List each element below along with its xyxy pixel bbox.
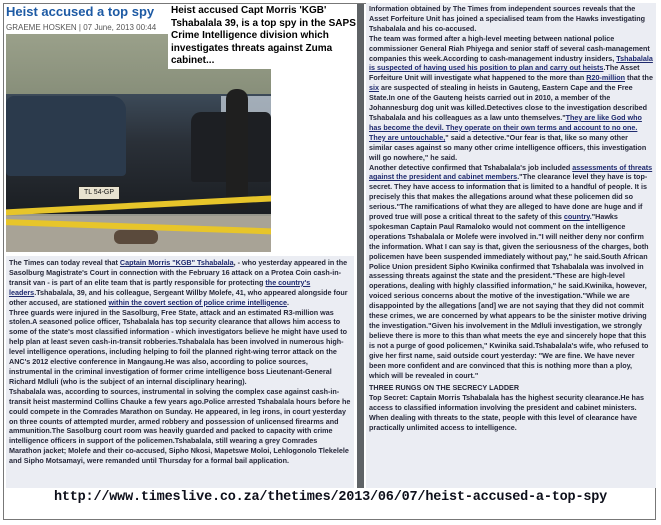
paragraph [369,34,653,163]
underlined-text: six [369,83,379,93]
article-headline: Heist accused a top spy [6,4,155,19]
text-run: " said a detective."Our fear is that, like so many other similar cases against so many other crime intelligence officers, this investigation will go nowhere," he said. [369,132,647,162]
column-divider [357,4,364,488]
paragraph: Top Secret: Captain Morris Tshabalala has the highest security clearance.He has access to classified information involving the president and cabinet ministers. When dealing with threats to the state, people with this level of clearance have practically unlimited access to intelligence. [369,393,644,433]
underlined-text: the country's leaders [9,277,311,297]
underlined-text: within the covert section of police crime intelligence [108,297,287,307]
photo-caption: Heist accused Capt Morris 'KGB' Tshabalala 39, is a top spy in the SAPS Crime Intelligence division which investigates threats against Zuma cabinet... [168,4,362,69]
text-run: Another detective confirmed that Tshabalala's job included [369,162,573,172]
van-shape [6,96,126,176]
text-run: that the [625,73,653,83]
underlined-text: They are like God who has become the devil. They operate on their own terms and account to no one. They are untouchable, [369,112,642,142]
text-run: , - who yesterday appeared in the Sasolburg Magistrate's Court in connection with the February 16 attack on a Protea Coin cash-in-transit van - is part of an elite team that is partly responsible for protecting [9,258,348,287]
byline: GRAEME HOSKEN | 07 June, 2013 00:44 [6,23,157,32]
text-run: ."Hawks spokesman Captain Paul Ramaloko would not comment on the intelligence operations Tshabalala or Molefe were involved in."I will neither deny nor confirm the information. What I can say is that, given the seriousness of the charges, both policemen have been suspended immediately without pay," he said.South African Police Union president Sipho Kwinika confirmed that Tshabalala was involved in assessing threats against the state and the president."These are high-level operations, dealing with highly classified information," he said.Kwinika, however, voiced serious concerns about the motive of the investigation."While we are disappointed by the allegations [and] we are not saying that they did not commit these crimes, we are concerned by what appears to be the sinister motive driving the investigation."Given his involvement in the Mdluli investigation, we strongly believe there is more to this than what meets the eye and sincerely hope that this is not a purge of good policemen," Kwinika said.Tshabalala's wife, who refused to give her first name, said outside court yesterday: "We are fine. We have never been more confident and are convinced that this is nothing more than a ploy, which will be revealed in court." [369,212,649,380]
subheading: THREE RUNGS ON THE SECRECY LADDER [369,383,520,393]
underlined-text: R20-million [586,73,625,83]
text-run: ."The clearance level they have is top-secret. They have access to information that is limited to a handful of people. It is precisely this that makes the allegations around what these policemen did so serious."The ramifications of what they are alleged to have done are huge and if proved true will pose a critical threat to the safety of this [369,172,648,222]
paragraph [369,163,653,381]
left-article-body [6,256,354,488]
license-plate: TL 54-GP [78,186,120,200]
text-run: .Tshabalala, 39, and his colleague, Sergeant Willby Molefe, 41, who appeared alongside four other accused, are stationed [9,287,348,307]
paragraph: Tshabalala was, according to sources, instrumental in solving the complex case against cash-in-transit heist mastermind Collins Chauke a few years ago.Police arrested Tshabalala hours before he could compete in the Comrades Marathon on Sunday. He appeared, in leg irons, in court yesterday on three counts of attempted murder, armed robbery and possession of unlicensed firearms and ammunition.The Sasolburg court room was heavily guarded and packed to capacity with crime intelligence officers in support of the policemen.Tshabalala, still wearing a grey Comrades Marathon jacket; Molefe and their co-accused, Sipho Nkosi, Mapetswe Moloi, Lehlogonolo Tlekelele and Sipho Motsamayi, were remanded until Thursday for a formal bail application. [9,386,351,466]
underlined-text: Captain Morris "KGB" Tshabalala [119,258,234,267]
underlined-text: Tshabalala is suspected of having used his position to plan and carry out heists [369,53,653,73]
figure-on-ground [114,230,158,244]
source-url: http://www.timeslive.co.za/thetimes/2013/06/07/heist-accused-a-top-spy [53,490,608,505]
underlined-text: country [563,212,590,222]
right-article-body [366,3,656,488]
text-run: .The Asset Forfeiture Unit will investigate what happened to the more than [369,63,640,83]
paragraph: Information obtained by The Times from independent sources reveals that the Asset Forfeiture Unit has joined a specialised team from the Hawks investigating Tshabalala and his co-accused. [369,4,645,33]
underlined-text: assessments of threats against the president and cabinet members [369,162,653,182]
text-run: are suspected of stealing in heists in Gauteng, Eastern Cape and the Free State.In one of the Gauteng heists carried out in 2010, a member of the Johannesburg dog unit was killed.Detectives close to the investigation described Tshabalala and his colleagues as a law unto themselves." [369,83,647,122]
text-run: . [287,297,289,307]
officer-figure [226,89,248,209]
text-run: The team was formed after a high-level meeting between national police commissioner General Riah Phiyega and senior staff of several cash-management companies this week.According to cash-management industry insiders, [369,33,650,63]
paragraph: Three guards were injured in the Sasolburg, Free State, attack and an estimated R3-million was stolen.A seasoned police officer, Tshabalala has top security clearance that allows him access to some of the state's most classified information - which investigators believe he might have used to help plan at least seven cash-in-transit robberies.Tshabalala has been involved in numerous high-level intelligence operations, including helping to foil the planned right-wing terror attack on the ANC's 2012 elective conference in Mangaung.He was also, according to police sources, instrumental in the criminal investigation of former crime intelligence boss Lieutenant-General Richard Mdluli (who is the subject of an internal disciplinary hearing). [9,307,348,386]
paragraph [9,258,351,308]
text-run: The Times can today reveal that [9,258,120,267]
